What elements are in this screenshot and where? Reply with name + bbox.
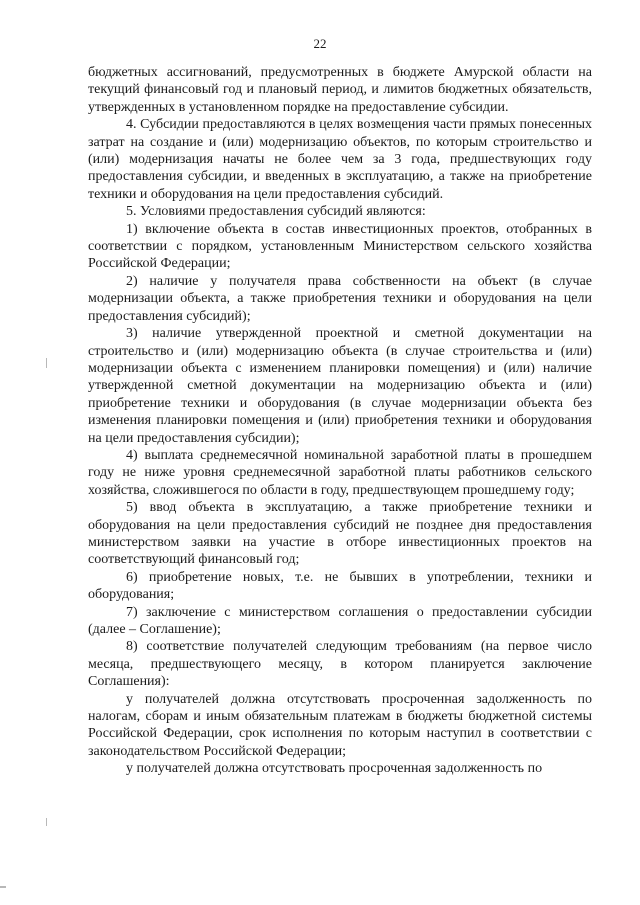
condition-7: 7) заключение с министерством соглашения о предоставлении субсидии (далее – Соглашение); <box>88 604 592 637</box>
condition-2: 2) наличие у получателя права собственности на объект (в случае модернизации объекта, а также приобретения техники и оборудования на цели предоставления субсидий); <box>88 273 592 324</box>
condition-8: 8) соответствие получателей следующим требованиям (на первое число месяца, предшествующего месяцу, в котором планируется заключение Соглашения): <box>88 639 592 690</box>
paragraph-item-5: 5. Условиями предоставления субсидий являются: <box>126 204 426 220</box>
condition-6: 6) приобретение новых, т.е. не бывших в употреблении, техники и оборудования; <box>88 569 592 603</box>
paragraph-item-4: 4. Субсидии предоставляются в целях возмещения части прямых понесенных затрат на создание и (или) модернизацию объектов, по которым строительство и (или) модернизация начаты не более чем за 3 года, предшествующих году предоставления субсидии, и введенных в эксплуатацию, а также на приобретение техники и оборудования на цели предоставления субсидий. <box>88 117 592 202</box>
scan-margin-mark <box>46 358 47 368</box>
page-number: 22 <box>313 36 327 51</box>
document-body <box>88 64 592 778</box>
condition-4: 4) выплата среднемесячной номинальной заработной платы в прошедшем году не ниже уровня среднемесячной заработной платы работников сельского хозяйства, сложившегося по области в году, предшествующем прошедшему году; <box>88 447 592 498</box>
scan-margin-mark <box>46 818 47 826</box>
requirement-overdue-debt: у получателей должна отсутствовать просроченная задолженность по <box>126 761 543 777</box>
condition-5: 5) ввод объекта в эксплуатацию, а также приобретение техники и оборудования на цели предоставления субсидий не позднее дня предоставления министерством заявки на участие в отборе инвестиционных проектов на соответствующий финансовый год; <box>88 500 592 568</box>
requirement-tax-debt: у получателей должна отсутствовать просроченная задолженность по налогам, сборам и иным обязательным платежам в бюджеты бюджетной системы Российской Федерации, срок исполнения по которым наступил в соответствии с законодательством Российской Федерации; <box>88 691 592 759</box>
condition-1: 1) включение объекта в состав инвестиционных проектов, отобранных в соответствии с порядком, установленным Министерством сельского хозяйства Российской Федерации; <box>88 221 592 272</box>
scan-edge-mark <box>0 886 6 888</box>
condition-3: 3) наличие утвержденной проектной и сметной документации на строительство и (или) модернизацию объекта (в случае строительства и (или) модернизации объекта с изменением планировки помещения) и (или) наличие утвержденной сметной документации на модернизацию объекта и (или) приобретение техники и оборудования (в случае модернизации объекта без изменения планировки помещения и (или) приобретения техники и оборудования на цели предоставления субсидии); <box>88 326 592 446</box>
paragraph-continuation: бюджетных ассигнований, предусмотренных в бюджете Амурской области на текущий финансовый год и плановый период, и лимитов бюджетных обязательств, утвержденных в установленном порядке на предоставление субсидии. <box>88 65 592 115</box>
